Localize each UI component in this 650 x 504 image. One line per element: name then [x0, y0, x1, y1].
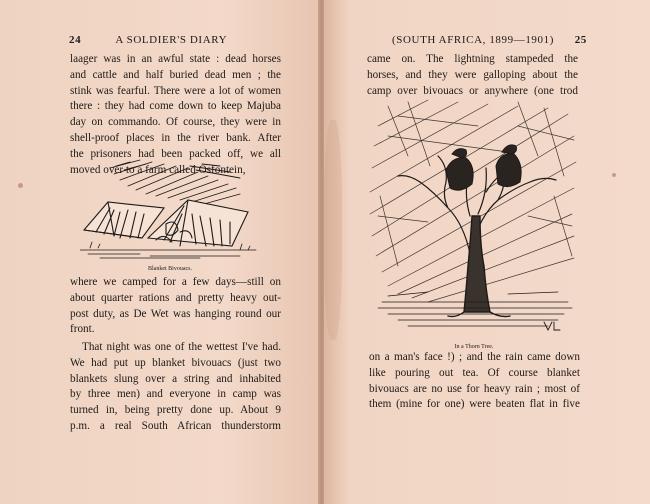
text-line: by three men) and everyone in camp was [70, 388, 281, 401]
sky-hatching [110, 160, 240, 204]
left-text-paragraph-2 [70, 340, 281, 435]
text-line: shell-proof places in the river bank. After [70, 131, 281, 144]
text-line: like pouring out tea. Of course blanket [369, 366, 580, 379]
text-line: on a man's face !) ; and the rain came down [369, 351, 580, 363]
text-line: turned in, being pretty done up. About 9 [70, 404, 281, 417]
right-page-number: 25 [574, 34, 587, 46]
text-line: laager was in an awful state : dead horses [70, 53, 281, 65]
text-line: camp over bivouacs or anywhere (one trod [367, 84, 578, 97]
right-running-head: (SOUTH AFRICA, 1899—1901) [392, 34, 554, 46]
foxing-spot [18, 183, 23, 188]
text-line: That night was one of the wettest I've had. [82, 341, 281, 353]
tent-left [84, 202, 164, 238]
text-line: day on commando. Of course, they were in [70, 116, 281, 129]
thorn-tree-illustration [368, 96, 580, 340]
text-line: them (mine for one) were beaten flat in five [369, 398, 580, 411]
text-line: there : they had come down to keep Majuba [70, 100, 281, 113]
left-page [0, 0, 320, 504]
right-page-header [392, 34, 587, 46]
left-page-number: 24 [69, 34, 82, 46]
right-text-top [367, 52, 578, 99]
illustration-caption: In a Thorn Tree. [454, 344, 494, 350]
artist-monogram [544, 322, 560, 330]
tent-right [148, 200, 248, 246]
blanket-bivouacs-illustration [80, 158, 260, 266]
foxing-spot [612, 173, 616, 177]
right-text-bottom [369, 350, 580, 413]
left-text-bottom [70, 275, 281, 338]
text-line: came on. The lightning stampeded the [367, 53, 578, 65]
water-stain [324, 120, 342, 340]
text-line: post duty, as De Wet was hanging round our [70, 307, 281, 320]
text-line: We had put up blanket bivouacs (just two [70, 356, 281, 369]
text-line: front. [70, 323, 95, 336]
figures-in-tree [446, 145, 521, 190]
text-line: and cattle and half buried dead men ; the [70, 68, 281, 81]
text-line: the prisoners had been packed off, we all [70, 147, 281, 160]
text-line: blankets slung over a string and inhabited [70, 372, 281, 385]
text-line: horses, and they were galloping about the [367, 68, 578, 81]
left-running-head: A SOLDIER'S DIARY [115, 34, 228, 46]
text-line: about quarter rations and pretty heavy out- [70, 291, 281, 304]
text-line: p.m. a real South African thunderstorm [70, 419, 281, 432]
text-line: where we camped for a few days—still on [70, 276, 281, 288]
text-line: moved over to a farm called Osfontein, [70, 163, 246, 176]
illustration-caption: Blanket Bivouacs. [148, 266, 192, 272]
right-page [324, 0, 650, 504]
tree-trunk [448, 216, 510, 317]
text-line: bivouacs are no use for heavy rain ; most of [369, 382, 580, 395]
left-page-header [69, 34, 227, 46]
text-line: stink was fearful. There were a lot of women [70, 84, 281, 97]
